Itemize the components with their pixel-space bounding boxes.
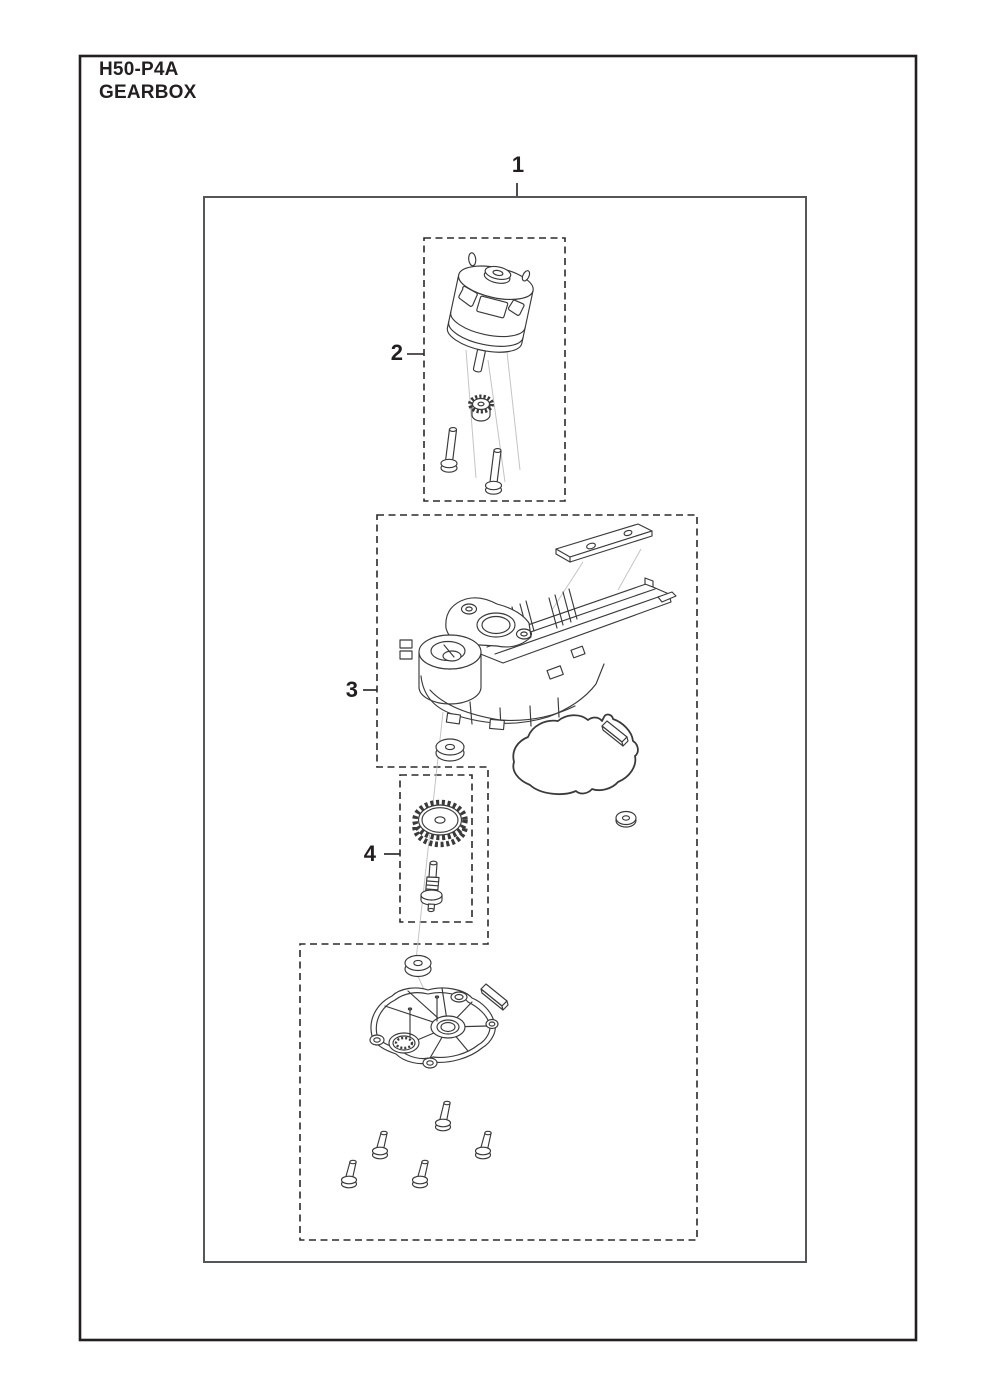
cover-washer: [405, 956, 431, 977]
cover-screw-2: [373, 1131, 388, 1158]
pinion-gear: [470, 397, 492, 422]
mounting-plate: [556, 524, 652, 562]
page-border: [80, 56, 916, 1340]
gearbox-housing: [400, 578, 676, 730]
callout-label-1: 1: [511, 152, 525, 177]
cover-screw-5: [476, 1131, 492, 1158]
gasket: [513, 715, 638, 795]
cover-screw-3: [342, 1160, 357, 1187]
callout-label-4: 4: [363, 841, 376, 866]
motor-screw-left: [441, 428, 457, 473]
drive-gear: [415, 803, 465, 845]
callout-label-3: 3: [345, 677, 358, 702]
cover-screw-1: [436, 1101, 451, 1130]
callout-label-2: 2: [390, 340, 403, 365]
gearbox-cover: [370, 988, 498, 1068]
housing-washer: [436, 739, 464, 761]
cover-screw-4: [413, 1160, 429, 1187]
model-title: H50-P4A: [99, 59, 179, 80]
section-title: GEARBOX: [99, 82, 197, 103]
cover-screws: [342, 1101, 492, 1187]
small-washer: [616, 812, 636, 828]
assembly-group-box-1: [204, 197, 806, 1262]
motor-screw-right: [486, 449, 502, 495]
electric-motor: [440, 250, 539, 380]
